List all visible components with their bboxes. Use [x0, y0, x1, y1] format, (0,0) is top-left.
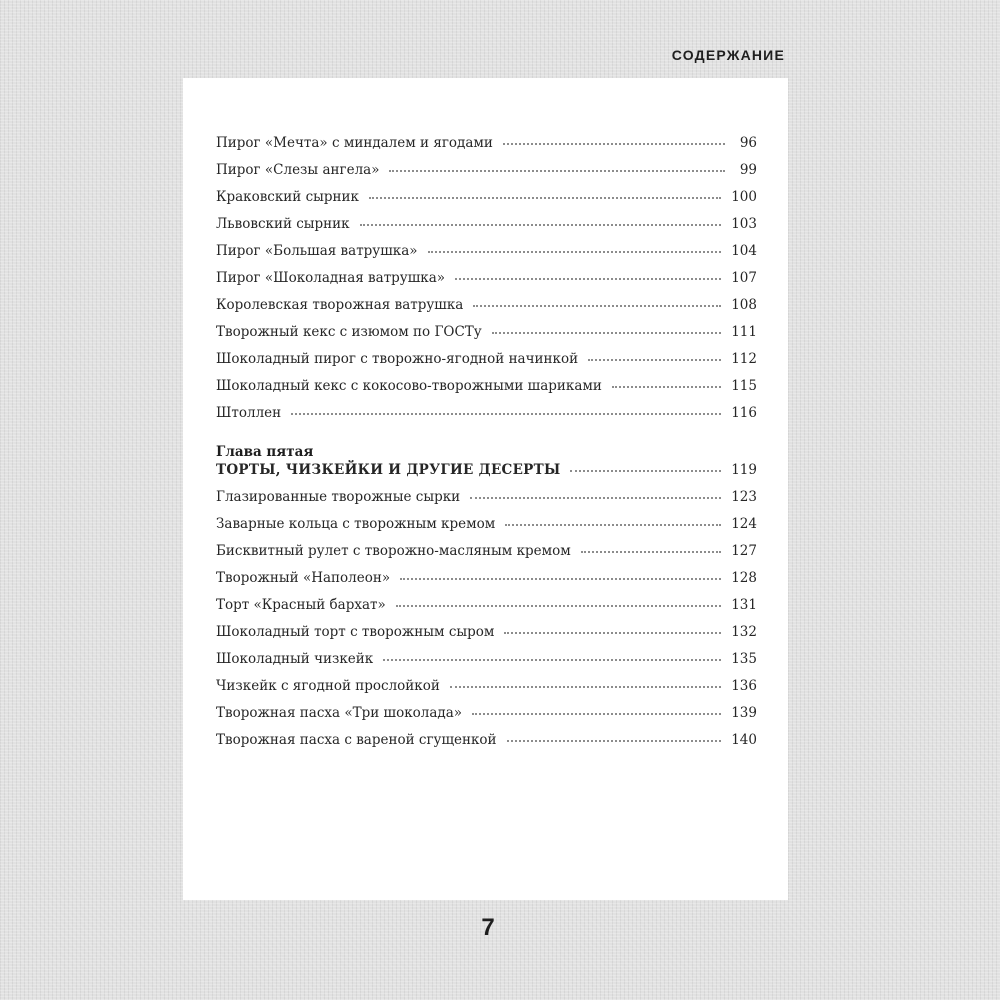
dot-leader — [588, 358, 721, 361]
toc-entry — [216, 516, 757, 543]
chapter-page: 119 — [731, 462, 757, 478]
toc-entry-page: 135 — [731, 651, 757, 667]
toc-entry — [216, 297, 757, 324]
toc-entry — [216, 378, 757, 405]
toc-entry-title: Глазированные творожные сырки — [216, 489, 461, 505]
toc-entry-page: 107 — [731, 270, 757, 286]
chapter-entry — [216, 462, 757, 489]
toc-entry-title: Бисквитный рулет с творожно-масляным кремом — [216, 543, 571, 559]
page-number: 7 — [481, 914, 495, 941]
toc-entry-title: Торт «Красный бархат» — [216, 597, 386, 613]
dot-leader — [291, 412, 721, 415]
toc-entry-title: Краковский сырник — [216, 189, 359, 205]
toc-entry — [216, 732, 757, 759]
toc-entry-page: 131 — [731, 597, 757, 613]
dot-leader — [396, 604, 721, 607]
toc-entry-title: Шоколадный пирог с творожно-ягодной начинкой — [216, 351, 579, 367]
toc-entry-title: Пирог «Мечта» с миндалем и ягодами — [216, 135, 493, 151]
toc-entry-page: 103 — [731, 216, 757, 232]
toc-entry-page: 96 — [739, 135, 757, 151]
toc-entry-page: 112 — [731, 351, 757, 367]
toc-entry — [216, 270, 757, 297]
dot-leader — [581, 550, 721, 553]
dot-leader — [570, 469, 721, 472]
toc-entry — [216, 405, 757, 432]
toc-entry-page: 116 — [731, 405, 757, 421]
toc-entry-title: Творожная пасха «Три шоколада» — [216, 705, 463, 721]
toc-entry-title: Творожный кекс с изюмом по ГОСТу — [216, 324, 482, 340]
toc-entry — [216, 543, 757, 570]
toc-entry-page: 139 — [731, 705, 757, 721]
dot-leader — [473, 304, 721, 307]
toc-entry-page: 132 — [731, 624, 757, 640]
dot-leader — [470, 496, 721, 499]
dot-leader — [360, 223, 722, 226]
dot-leader — [504, 631, 721, 634]
toc-entry-title: Творожный «Наполеон» — [216, 570, 391, 586]
toc-entry-page: 140 — [731, 732, 757, 748]
dot-leader — [428, 250, 722, 253]
dot-leader — [507, 739, 722, 742]
dot-leader — [369, 196, 721, 199]
toc-entry-page: 124 — [731, 516, 757, 532]
toc-entry-page: 100 — [731, 189, 757, 205]
toc-entry — [216, 351, 757, 378]
toc-entry — [216, 189, 757, 216]
toc-entry — [216, 570, 757, 597]
toc-entry-title: Творожная пасха с вареной сгущенкой — [216, 732, 497, 748]
toc-entry-title: Шоколадный торт с творожным сыром — [216, 624, 495, 640]
toc-entry-page: 128 — [731, 570, 757, 586]
dot-leader — [472, 712, 721, 715]
toc-entry-page: 108 — [731, 297, 757, 313]
toc-entry-page: 104 — [731, 243, 757, 259]
chapter-label: Глава пятая — [216, 444, 314, 460]
toc-entry-title: Пирог «Слезы ангела» — [216, 162, 380, 178]
chapter-title: ТОРТЫ, ЧИЗКЕЙКИ И ДРУГИЕ ДЕСЕРТЫ — [216, 462, 561, 478]
toc-entry-page: 136 — [731, 678, 757, 694]
toc-entry — [216, 705, 757, 732]
dot-leader — [450, 685, 721, 688]
toc-entry — [216, 651, 757, 678]
toc-entry-title: Пирог «Шоколадная ватрушка» — [216, 270, 446, 286]
toc-entry-title: Пирог «Большая ватрушка» — [216, 243, 418, 259]
chapter-spacer — [216, 432, 757, 442]
toc-entry-page: 115 — [731, 378, 757, 394]
toc-entry-title: Чизкейк с ягодной прослойкой — [216, 678, 440, 694]
table-of-contents — [216, 135, 757, 759]
dot-leader — [503, 142, 725, 145]
dot-leader — [505, 523, 721, 526]
dot-leader — [455, 277, 721, 280]
dot-leader — [383, 658, 721, 661]
toc-entry-title: Королевская творожная ватрушка — [216, 297, 464, 313]
toc-entry — [216, 489, 757, 516]
dot-leader — [492, 331, 721, 334]
toc-entry-title: Заварные кольца с творожным кремом — [216, 516, 496, 532]
dot-leader — [389, 169, 725, 172]
toc-entry-page: 127 — [731, 543, 757, 559]
section-header: СОДЕРЖАНИЕ — [671, 47, 785, 63]
toc-entry — [216, 216, 757, 243]
toc-entry-title: Шоколадный чизкейк — [216, 651, 374, 667]
toc-entry-page: 111 — [731, 324, 757, 340]
toc-entry — [216, 135, 757, 162]
toc-entry — [216, 624, 757, 651]
toc-entry — [216, 324, 757, 351]
dot-leader — [612, 385, 721, 388]
toc-entry — [216, 162, 757, 189]
toc-entry — [216, 597, 757, 624]
toc-entry — [216, 678, 757, 705]
toc-entry-page: 123 — [731, 489, 757, 505]
toc-entry — [216, 243, 757, 270]
toc-entry-page: 99 — [739, 162, 757, 178]
dot-leader — [400, 577, 721, 580]
toc-entry-title: Штоллен — [216, 405, 282, 421]
toc-entry-title: Львовский сырник — [216, 216, 350, 232]
toc-entry-title: Шоколадный кекс с кокосово-творожными шариками — [216, 378, 602, 394]
